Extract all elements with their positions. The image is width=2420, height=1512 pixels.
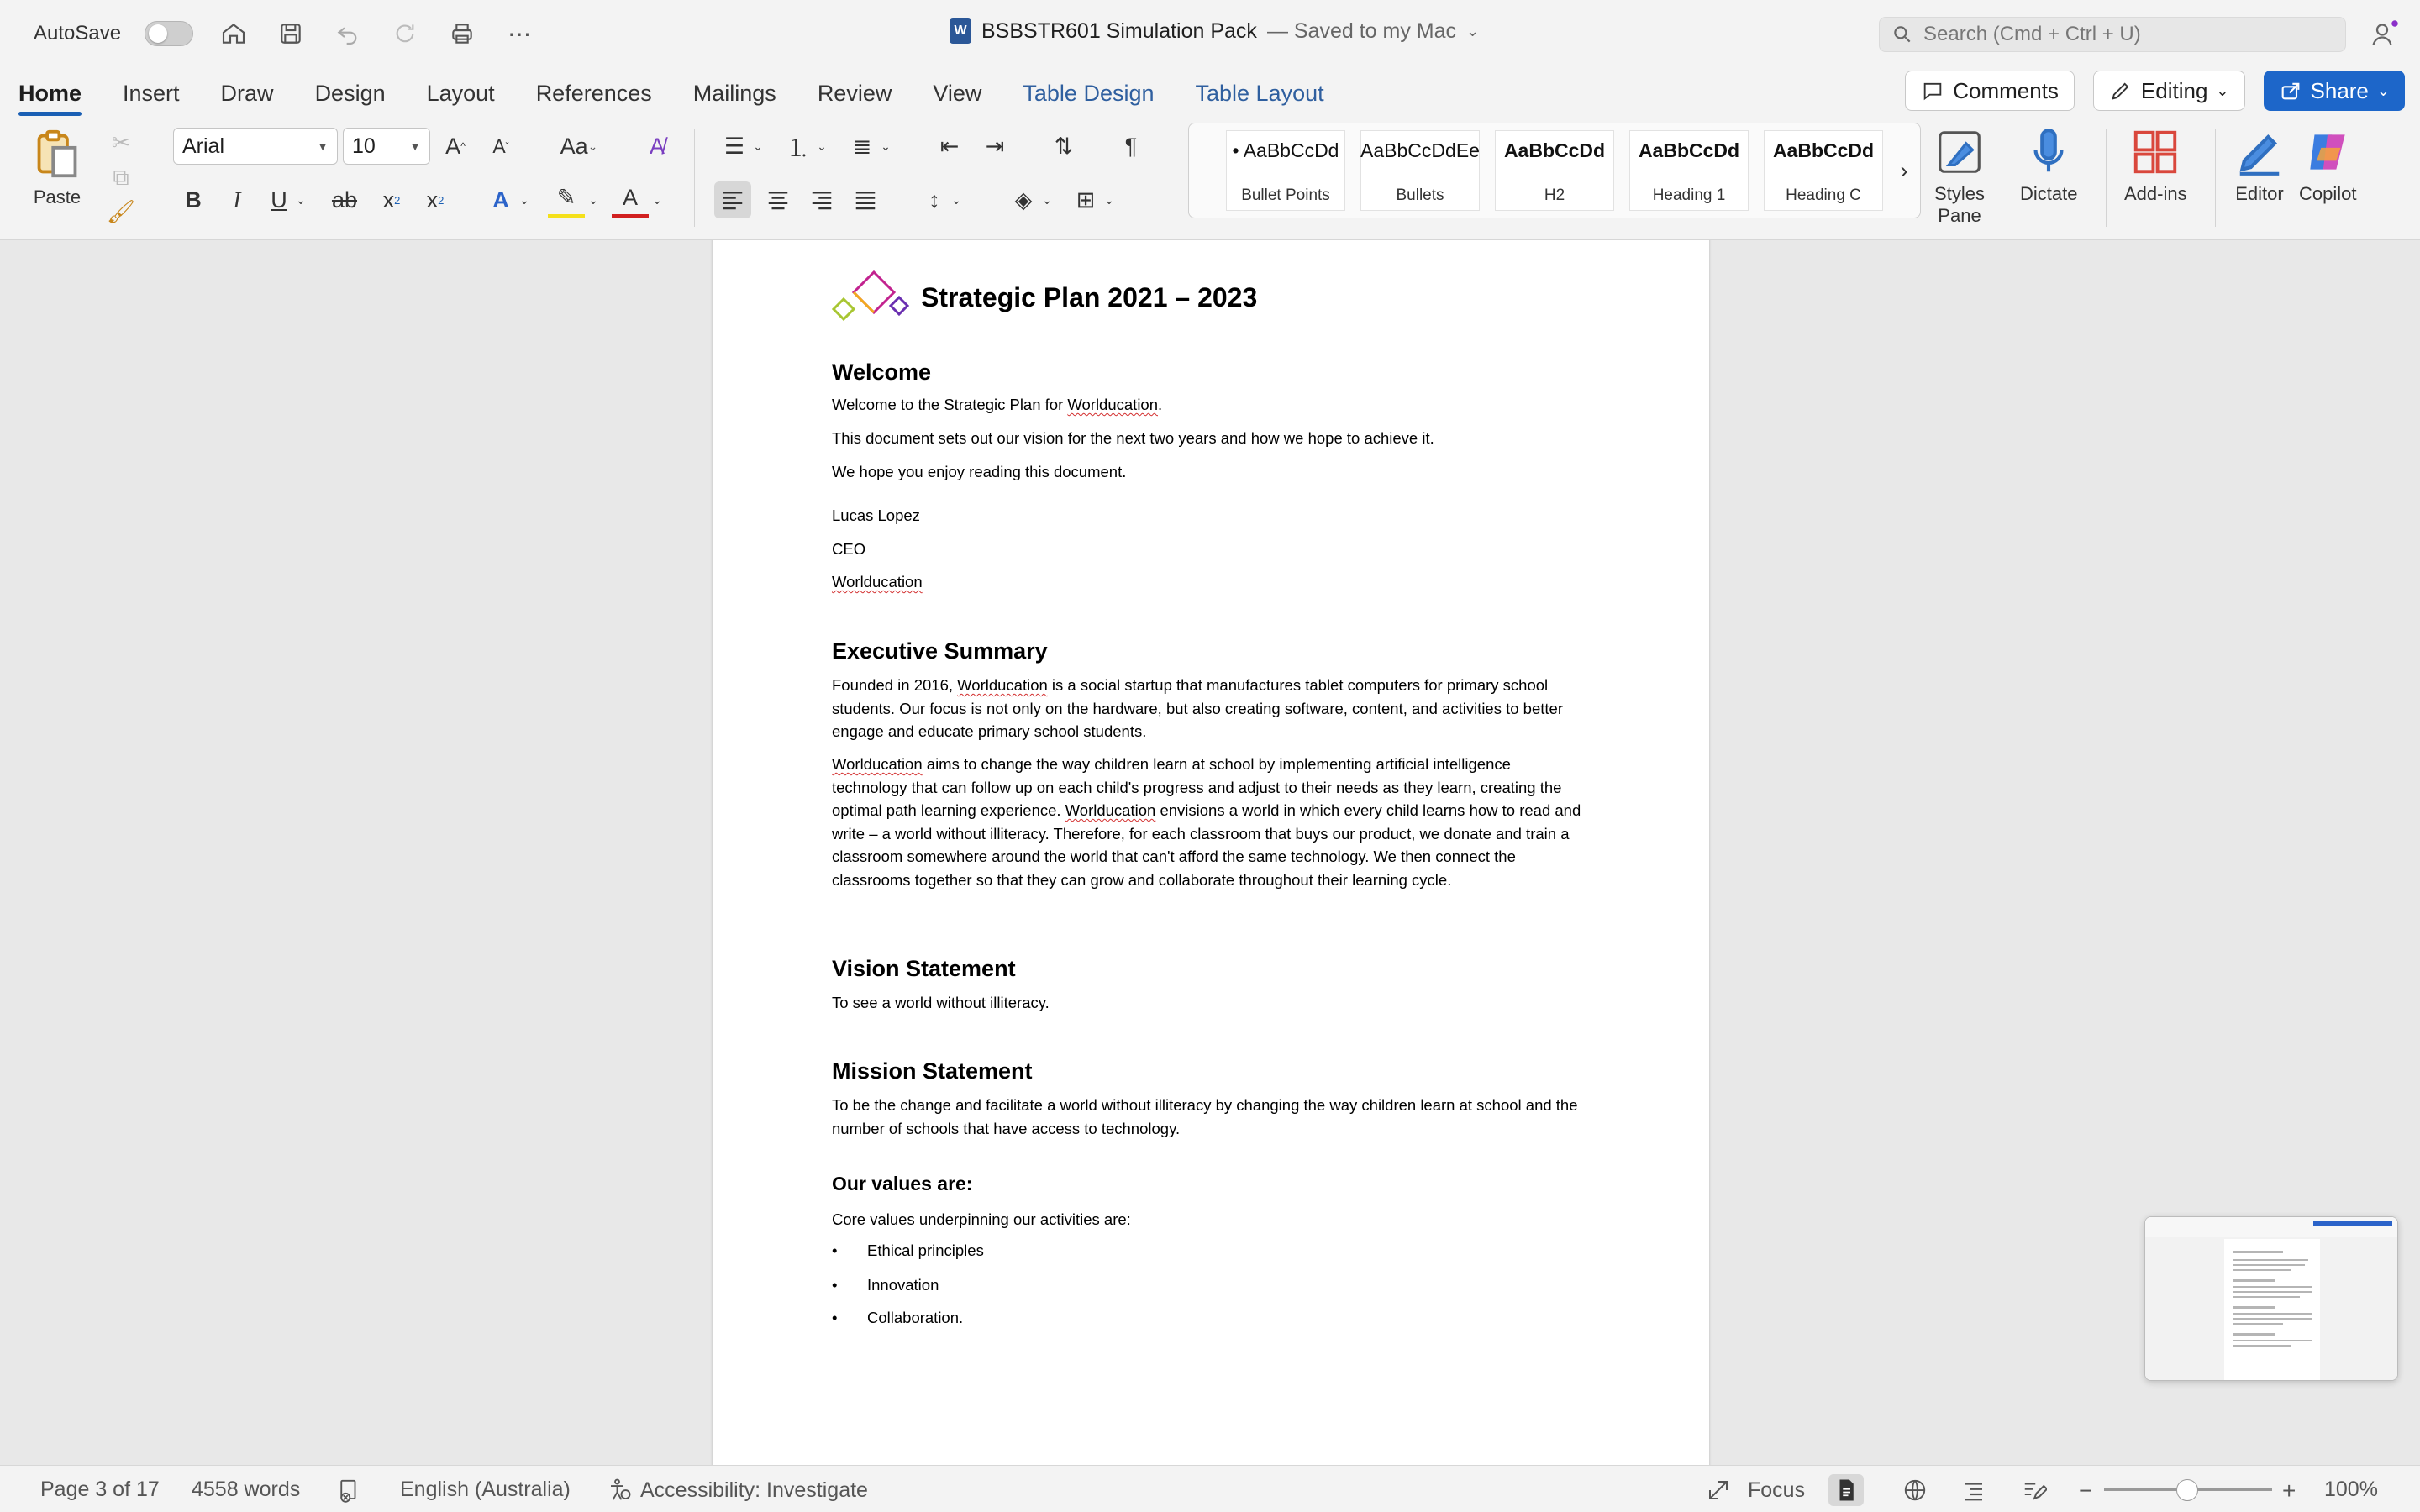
heading-executive-summary: Executive Summary [832, 638, 1048, 664]
chevron-down-icon[interactable]: ⌄ [519, 192, 529, 207]
page-count-text: Page 3 of 17 [40, 1478, 160, 1501]
style-heading-1[interactable] [1629, 130, 1749, 211]
change-case-icon[interactable]: Aa ⌄ [560, 133, 598, 159]
chevron-down-icon[interactable]: ⌄ [1104, 192, 1114, 207]
zoom-in-button[interactable]: + [2282, 1478, 2296, 1504]
clipboard-icon [33, 128, 82, 180]
styles-gallery [1188, 123, 1921, 218]
document-page[interactable] [713, 240, 1709, 1465]
text-run: aims to change the way children learn at school by implementing artificial intelligence technology that can follow up on each child's progress and adjust to their needs as they learn, creating the optimal path learning experience. [832, 755, 1562, 819]
chevron-down-icon: ⌄ [1466, 22, 1480, 39]
style-sample: AaBbCcDdEe [1360, 139, 1480, 161]
title-bar [0, 0, 2420, 67]
executive-paragraph-1 [832, 674, 1588, 743]
editor-pen-icon [2233, 126, 2286, 178]
chevron-down-icon[interactable]: ⌄ [817, 139, 827, 153]
comments-button[interactable] [1905, 71, 2075, 111]
tab-insert[interactable]: Insert [123, 81, 180, 106]
separator [694, 129, 695, 227]
tab-view[interactable]: View [933, 81, 982, 106]
tab-design[interactable]: Design [314, 81, 386, 106]
heading-mission-statement: Mission Statement [832, 1058, 1033, 1084]
highlight-icon[interactable]: ✎ [548, 181, 585, 218]
copilot-label: Copilot [2299, 183, 2357, 204]
styles-pane-icon [1933, 126, 1986, 178]
word-count-text: 4558 words [192, 1478, 301, 1501]
document-title[interactable] [950, 18, 1479, 44]
share-icon [2279, 79, 2302, 102]
cut-icon[interactable]: ✂ [111, 129, 131, 155]
document-header [832, 267, 1257, 328]
style-heading-c[interactable] [1764, 130, 1883, 211]
style-bullets[interactable] [1360, 130, 1480, 211]
heading-welcome: Welcome [832, 360, 932, 385]
style-sample: AaBbCcDd [1638, 139, 1740, 161]
bullet-icon: • [832, 1276, 838, 1294]
format-painter-icon[interactable]: 🖌 [106, 199, 136, 224]
heading-vision-statement: Vision Statement [832, 956, 1016, 981]
grow-font-icon[interactable]: A ^ [445, 133, 466, 159]
chevron-down-icon[interactable]: ⌄ [588, 192, 598, 207]
tab-draw[interactable]: Draw [220, 81, 274, 106]
window-preview-thumbnail[interactable] [2144, 1216, 2398, 1381]
spelling-flag: Worlducation [1065, 801, 1156, 819]
document-title-heading: Strategic Plan 2021 – 2023 [921, 281, 1258, 312]
editing-label: Editing [2140, 77, 2208, 103]
strikethrough-icon[interactable]: ab [331, 186, 358, 213]
chevron-down-icon[interactable]: ⌄ [652, 192, 662, 207]
style-sample: • AaBbCcDd [1232, 139, 1339, 161]
chevron-down-icon[interactable]: ⌄ [881, 139, 891, 153]
tab-layout[interactable]: Layout [426, 81, 495, 106]
outline-view-button[interactable] [1961, 1478, 1986, 1503]
welcome-paragraph-3: We hope you enjoy reading this document. [832, 463, 1127, 480]
show-formatting-icon[interactable]: ¶ [1124, 133, 1138, 159]
focus-label: Focus [1748, 1478, 1806, 1502]
zoom-level-text: 100% [2324, 1478, 2378, 1501]
tab-table-design[interactable]: Table Design [1023, 81, 1155, 106]
print-layout-view-button[interactable] [1828, 1474, 1864, 1506]
font-size-value: 10 [352, 134, 376, 158]
ribbon-tabs-row [0, 67, 2420, 118]
text-run: . [1158, 396, 1163, 413]
pencil-icon [2109, 79, 2133, 102]
align-left-icon[interactable] [714, 181, 751, 218]
ribbon-home [0, 118, 2420, 240]
proofing-icon [336, 1478, 361, 1503]
heading-values: Our values are: [832, 1173, 973, 1194]
addins-label: Add-ins [2124, 183, 2187, 204]
justify-icon[interactable] [847, 181, 884, 218]
align-center-icon[interactable] [760, 181, 797, 218]
draft-view-button[interactable] [2022, 1478, 2047, 1503]
multilevel-list-icon[interactable]: ≣ [852, 133, 872, 159]
comments-label: Comments [1953, 77, 2059, 103]
signature-name: Lucas Lopez [832, 507, 920, 524]
text-run: Founded in 2016, [832, 676, 958, 694]
search-box[interactable] [1879, 17, 2346, 52]
italic-icon[interactable]: I [233, 186, 241, 213]
styles-pane-label: Styles Pane [1934, 183, 1985, 226]
worlducation-logo [832, 267, 913, 328]
chevron-down-icon[interactable]: ⌄ [753, 139, 763, 153]
line-spacing-icon[interactable]: ↕ [929, 186, 940, 213]
microphone-icon [2023, 126, 2075, 178]
zoom-slider-handle[interactable] [2176, 1479, 2198, 1501]
page-count[interactable] [40, 1478, 160, 1502]
save-icon[interactable] [274, 17, 308, 50]
share-button[interactable] [2264, 71, 2405, 111]
account-icon[interactable] [2370, 18, 2400, 49]
word-app-icon: W [950, 18, 971, 44]
chevron-down-icon[interactable]: ⌄ [2376, 81, 2390, 99]
tab-review[interactable]: Review [817, 81, 892, 106]
redo-icon[interactable] [388, 17, 422, 50]
style-bullet-points[interactable] [1226, 130, 1345, 211]
style-name: Heading C [1786, 186, 1861, 204]
welcome-paragraph-2: This document sets out our vision for the next two years and how we hope to achieve it. [832, 429, 1434, 447]
editor-button[interactable] [2233, 126, 2286, 205]
search-placeholder: Search (Cmd + Ctrl + U) [1923, 23, 2141, 45]
dictate-button[interactable] [2020, 126, 2077, 205]
list-item [832, 1309, 963, 1327]
vision-text: To see a world without illiteracy. [832, 994, 1050, 1011]
tab-references[interactable]: References [535, 81, 652, 106]
style-name: H2 [1544, 186, 1565, 204]
style-name: Bullets [1396, 186, 1444, 204]
copy-icon[interactable]: ⧉ [113, 165, 129, 190]
chevron-down-icon: ⌄ [2216, 81, 2229, 99]
chevron-down-icon[interactable]: ⌄ [296, 192, 306, 207]
proofing-status[interactable] [336, 1478, 361, 1503]
separator [2106, 129, 2107, 227]
autosave-toggle[interactable] [145, 21, 193, 46]
welcome-paragraph-1 [832, 393, 1588, 417]
draft-icon [2022, 1478, 2047, 1503]
text-run: envisions a world in which every child learns how to read and write – a world without illiteracy. Therefore, for each classroom that buys our product, we donate and train a classroom somewhere around the world that can't afford the same technology. We then connect the classrooms together so that they can grow and collaborate throughout their learning cycle. [832, 801, 1581, 889]
font-color-icon[interactable]: A [612, 181, 649, 218]
text-run: Welcome to the Strategic Plan for [832, 396, 1068, 413]
list-item-text: Innovation [867, 1276, 939, 1294]
paste-button[interactable] [24, 128, 91, 208]
underline-icon[interactable]: U [271, 186, 287, 213]
comment-icon [1921, 79, 1944, 102]
thumbnail-image [2145, 1217, 2398, 1381]
dictate-label: Dictate [2020, 183, 2078, 204]
status-bar [0, 1465, 2420, 1512]
tab-mailings[interactable]: Mailings [692, 81, 776, 106]
language-text: English (Australia) [400, 1478, 571, 1501]
quick-access-toolbar [34, 15, 536, 52]
spelling-flag: Worlducation [957, 676, 1048, 694]
saved-status: — Saved to my Mac [1266, 18, 1457, 43]
align-right-icon[interactable] [803, 181, 840, 218]
decrease-indent-icon[interactable]: ⇤ [939, 133, 960, 159]
font-name-select[interactable] [173, 128, 338, 165]
web-layout-view-button[interactable] [1902, 1478, 1928, 1503]
numbering-icon[interactable]: ⒈ [786, 135, 810, 161]
values-intro: Core values underpinning our activities are: [832, 1210, 1131, 1228]
shading-icon[interactable]: ◈ [1014, 186, 1033, 213]
editor-label: Editor [2235, 183, 2284, 204]
sort-icon[interactable]: ⇅ [1054, 133, 1074, 159]
document-name: BSBSTR601 Simulation Pack [981, 18, 1257, 43]
autosave-label: AutoSave [34, 22, 122, 45]
bold-icon[interactable]: B [185, 186, 202, 213]
increase-indent-icon[interactable]: ⇥ [985, 133, 1005, 159]
search-icon [1891, 24, 1913, 45]
text-run: is a social startup that manufactures tablet computers for primary school students. Our focus is not only on the hardware, but also creating software, content, and activities to better engage and educate primary school students. [832, 676, 1563, 740]
tab-home[interactable]: Home [18, 74, 103, 113]
chevron-down-icon: ▼ [317, 139, 329, 153]
accessibility-icon [607, 1478, 632, 1503]
home-icon[interactable] [217, 17, 250, 50]
word-count[interactable] [192, 1478, 300, 1502]
print-layout-icon [1833, 1478, 1859, 1503]
mission-text: To be the change and facilitate a world without illiteracy by changing the way children learn at school and the number of schools that have access to technology. [832, 1096, 1578, 1137]
undo-icon[interactable] [331, 17, 365, 50]
tab-table-layout[interactable]: Table Layout [1195, 81, 1324, 106]
superscript-icon[interactable]: x 2 [426, 186, 445, 213]
addins-button[interactable] [2124, 126, 2187, 205]
chevron-down-icon: ▼ [409, 139, 421, 153]
print-icon[interactable] [445, 17, 479, 50]
accessibility-status[interactable] [607, 1478, 868, 1503]
bullet-icon: • [832, 1242, 838, 1259]
bullets-icon[interactable]: ☰ [723, 133, 745, 159]
chevron-down-icon[interactable]: ⌄ [951, 192, 961, 207]
font-name-value: Arial [182, 134, 225, 158]
spelling-flag: Worlducation [832, 755, 923, 773]
top-actions [1905, 71, 2405, 111]
list-item [832, 1276, 939, 1294]
separator [2215, 129, 2216, 227]
text-effects-icon[interactable]: A [492, 186, 509, 213]
globe-icon [1902, 1478, 1928, 1503]
zoom-level[interactable] [2324, 1478, 2378, 1502]
zoom-out-button[interactable]: − [2079, 1478, 2093, 1504]
style-h2[interactable] [1495, 130, 1614, 211]
subscript-icon[interactable]: x 2 [382, 186, 401, 213]
signature-org [832, 570, 1588, 594]
chevron-down-icon[interactable]: ⌄ [1042, 192, 1052, 207]
borders-icon[interactable]: ⊞ [1076, 186, 1096, 213]
document-canvas[interactable] [0, 240, 2420, 1465]
language-status[interactable] [400, 1478, 571, 1502]
copilot-icon [2302, 126, 2354, 178]
style-sample: AaBbCcDd [1503, 139, 1606, 161]
addins-icon [2129, 126, 2181, 178]
outline-icon [1961, 1478, 1986, 1503]
more-icon[interactable]: ⋯ [508, 20, 532, 47]
signature-role: CEO [832, 540, 866, 558]
style-sample: AaBbCcDd [1772, 139, 1875, 161]
style-name: Bullet Points [1241, 186, 1330, 204]
spelling-flag: Worlducation [1067, 396, 1159, 413]
bullet-icon: • [832, 1309, 838, 1326]
chevron-right-icon[interactable]: › [1900, 157, 1908, 183]
clear-formatting-icon[interactable]: A̸ [649, 133, 665, 159]
focus-mode-button[interactable] [1706, 1478, 1805, 1503]
shrink-font-icon[interactable]: A ˇ [492, 134, 509, 157]
list-item-text: Ethical principles [867, 1242, 984, 1259]
list-item [832, 1242, 984, 1260]
paste-label: Paste [33, 186, 82, 207]
spelling-flag: Worlducation [832, 573, 923, 591]
list-item-text: Collaboration. [867, 1309, 964, 1326]
editing-mode-button[interactable] [2093, 71, 2245, 111]
ribbon-tabs [18, 74, 1365, 113]
share-label: Share [2310, 77, 2369, 103]
copilot-button[interactable] [2299, 126, 2356, 205]
styles-pane-button[interactable] [1926, 126, 1993, 227]
executive-paragraph-2 [832, 753, 1588, 891]
accessibility-text: Accessibility: Investigate [640, 1478, 868, 1502]
style-name: Heading 1 [1652, 186, 1726, 204]
focus-expand-icon [1706, 1478, 1731, 1503]
font-size-select[interactable] [343, 128, 430, 165]
